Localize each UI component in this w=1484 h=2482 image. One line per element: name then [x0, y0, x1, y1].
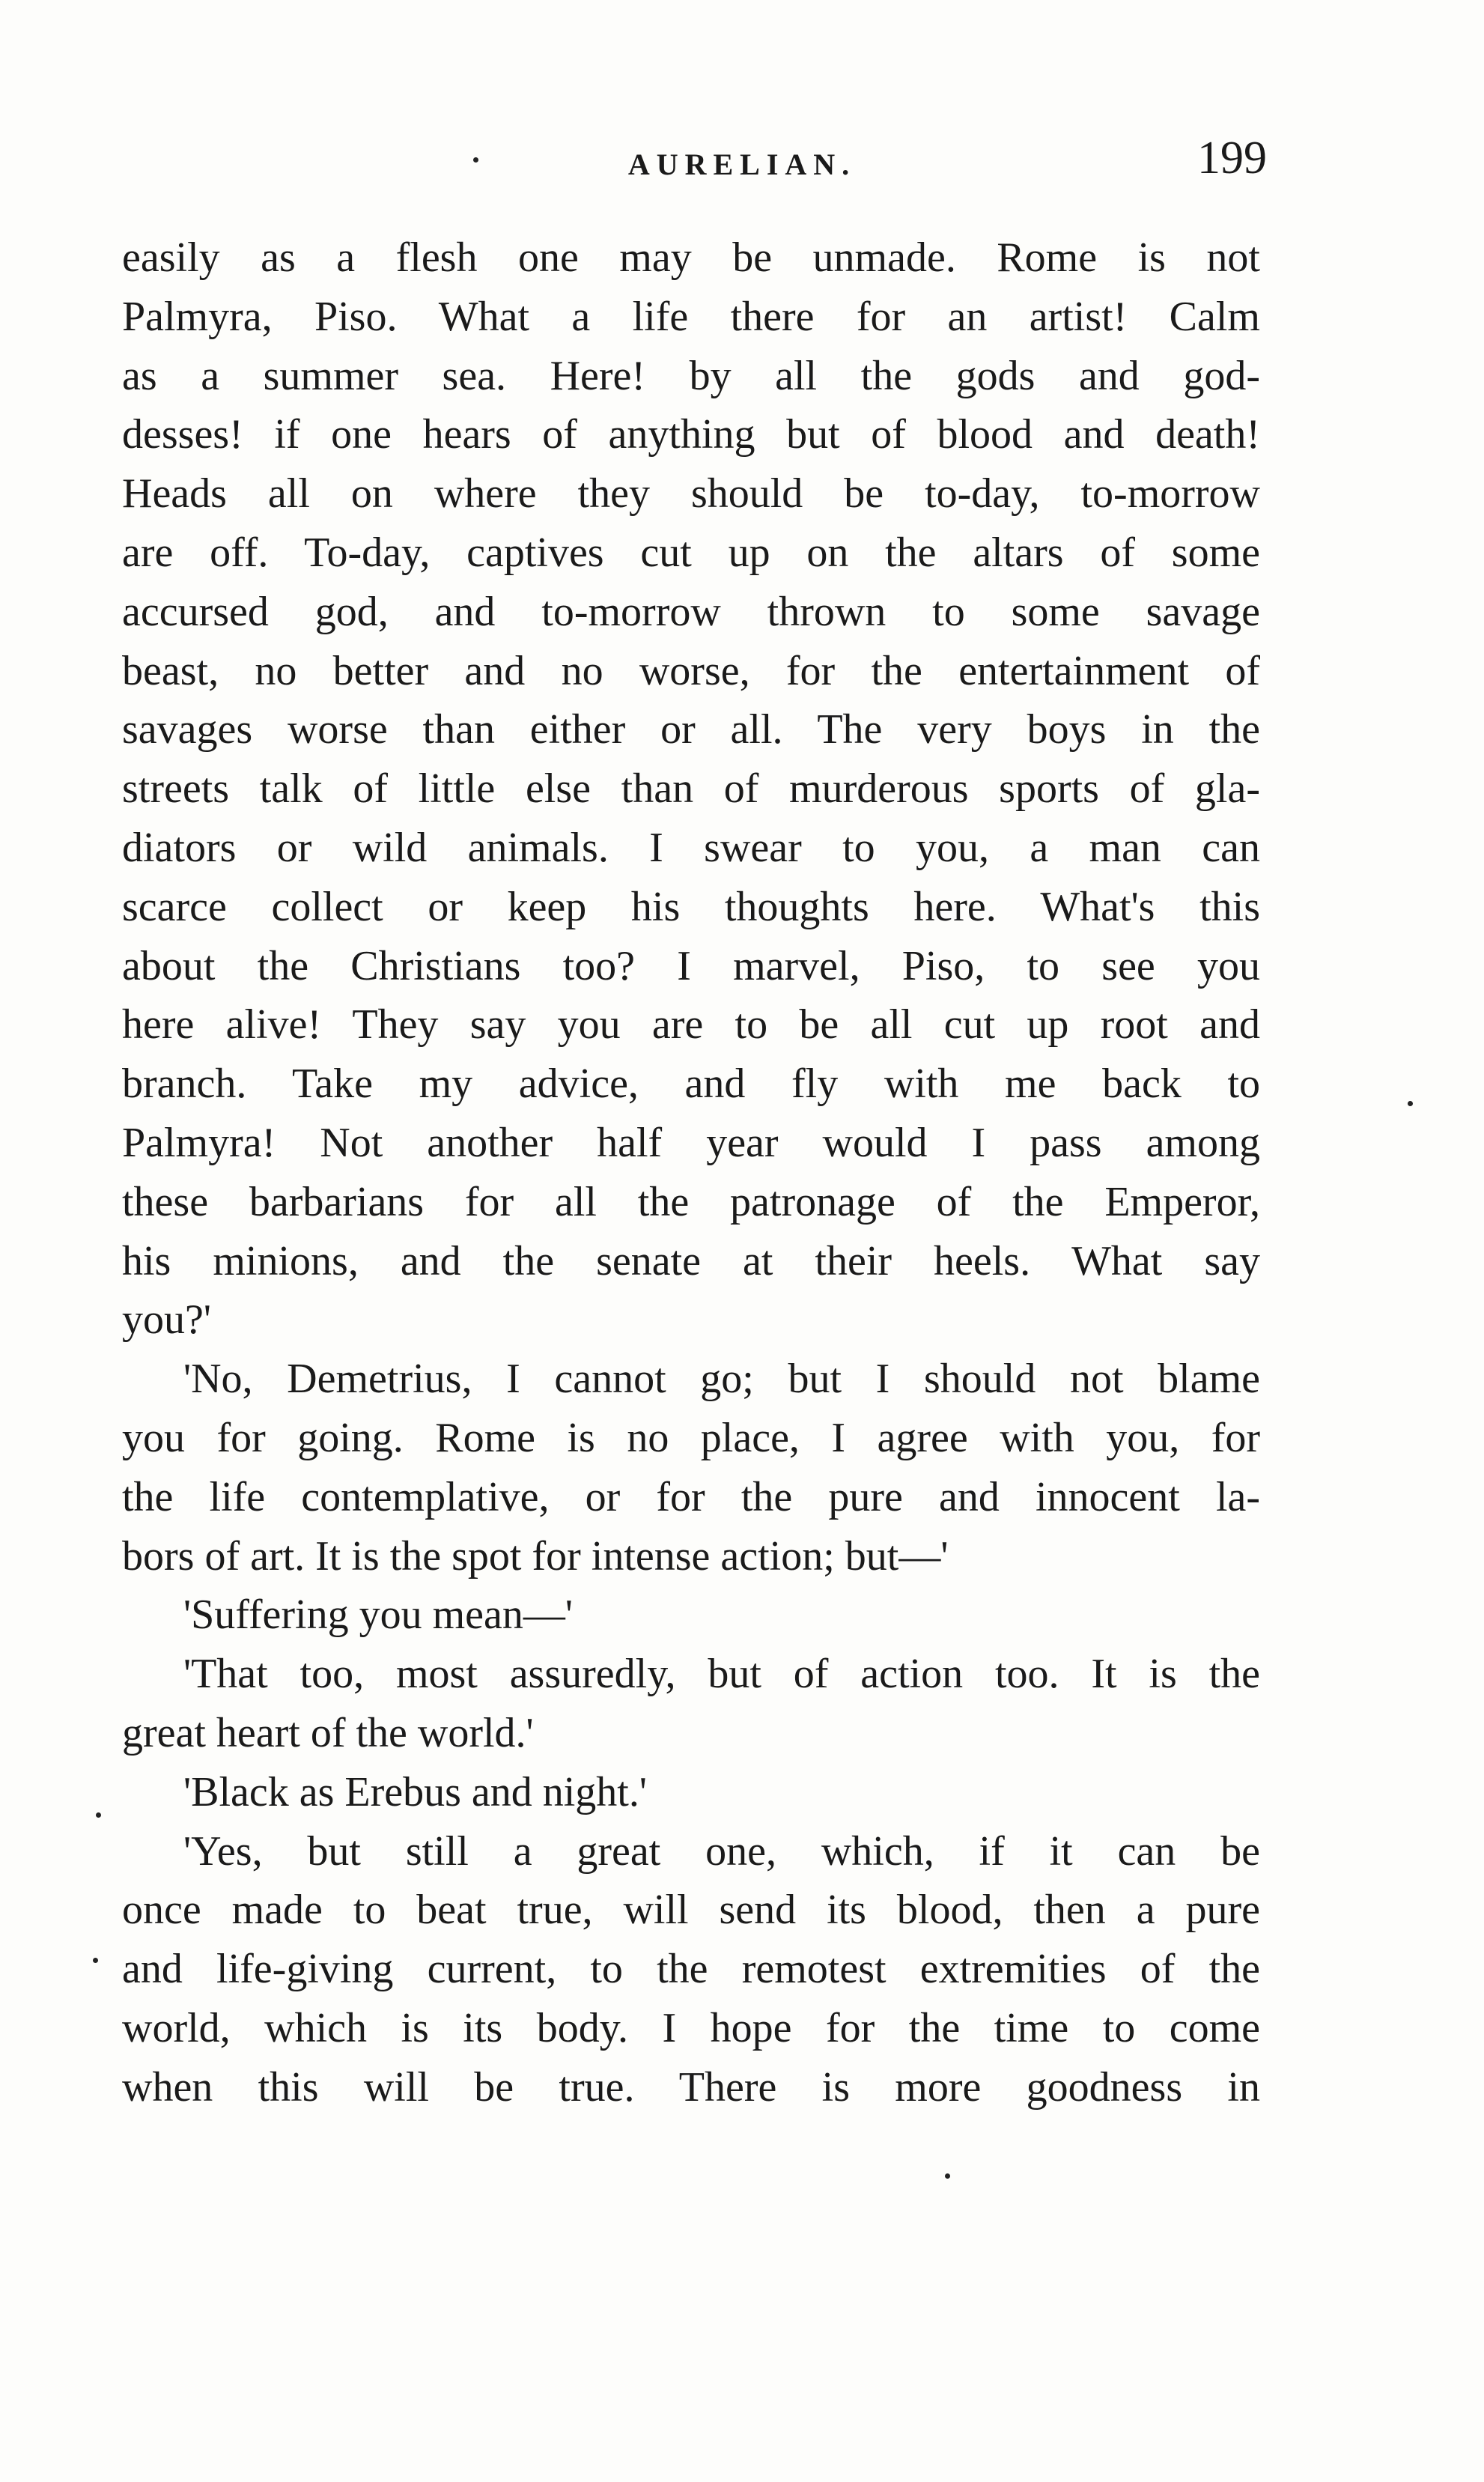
text-line: the life contemplative, or for the pure and innocent la-	[122, 1473, 1260, 1520]
text-line: you for going. Rome is no place, I agree with you, for	[122, 1414, 1260, 1461]
text-line: here alive! They say you are to be all cut up root and	[122, 1001, 1260, 1049]
text-line: his minions, and the senate at their heels. What say	[122, 1237, 1260, 1284]
running-head	[0, 132, 1484, 192]
text-line: are off. To-day, captives cut up on the altars of some	[122, 529, 1260, 576]
text-line: savages worse than either or all. The very boys in the	[122, 706, 1260, 753]
text-line: bors of art. It is the spot for intense action; but—'	[122, 1532, 949, 1580]
text-line: Palmyra! Not another half year would I pass among	[122, 1119, 1260, 1166]
scan-speck	[93, 1958, 98, 1963]
text-line: scarce collect or keep his thoughts here. What's this	[122, 883, 1260, 930]
text-line: 'That too, most assuredly, but of action too. It is the	[183, 1651, 1260, 1698]
text-line: and life-giving current, to the remotest extremities of the	[122, 1946, 1260, 1993]
text-line: as a summer sea. Here! by all the gods and god-	[122, 352, 1260, 399]
scan-speck	[473, 157, 478, 163]
text-line: when this will be true. There is more goodness in	[122, 2063, 1260, 2111]
text-line: once made to beat true, will send its blood, then a pure	[122, 1887, 1260, 1934]
text-line: 'No, Demetrius, I cannot go; but I should not blame	[183, 1356, 1260, 1403]
text-line: streets talk of little else than of murderous sports of gla-	[122, 765, 1260, 813]
text-line: about the Christians too? I marvel, Piso, to see you	[122, 942, 1260, 989]
text-line: you?'	[122, 1296, 211, 1344]
text-line: beast, no better and no worse, for the entertainment of	[122, 647, 1260, 694]
scan-speck	[1408, 1101, 1413, 1106]
text-line: 'Black as Erebus and night.'	[183, 1768, 647, 1815]
text-line: these barbarians for all the patronage of the Emperor,	[122, 1178, 1260, 1225]
text-line: desses! if one hears of anything but of blood and death!	[122, 411, 1260, 458]
text-line: accursed god, and to-morrow thrown to some savage	[122, 588, 1260, 635]
text-line: world, which is its body. I hope for the time to come	[122, 2004, 1260, 2051]
body-text	[122, 228, 1260, 2117]
text-line: easily as a flesh one may be unmade. Rome is not	[122, 234, 1260, 281]
text-line: diators or wild animals. I swear to you, a man can	[122, 824, 1260, 871]
text-line: Heads all on where they should be to-day, to-morrow	[122, 470, 1260, 518]
text-line: 'Yes, but still a great one, which, if it can be	[183, 1827, 1260, 1875]
page-number: 199	[1197, 133, 1267, 183]
text-line: 'Suffering you mean—'	[183, 1592, 573, 1639]
running-title: AURELIAN.	[627, 148, 857, 181]
text-line: great heart of the world.'	[122, 1709, 534, 1756]
text-line: Palmyra, Piso. What a life there for an artist! Calm	[122, 293, 1260, 340]
text-line: branch. Take my advice, and fly with me back to	[122, 1061, 1260, 1108]
scan-speck	[945, 2173, 950, 2179]
scan-speck	[96, 1812, 101, 1818]
